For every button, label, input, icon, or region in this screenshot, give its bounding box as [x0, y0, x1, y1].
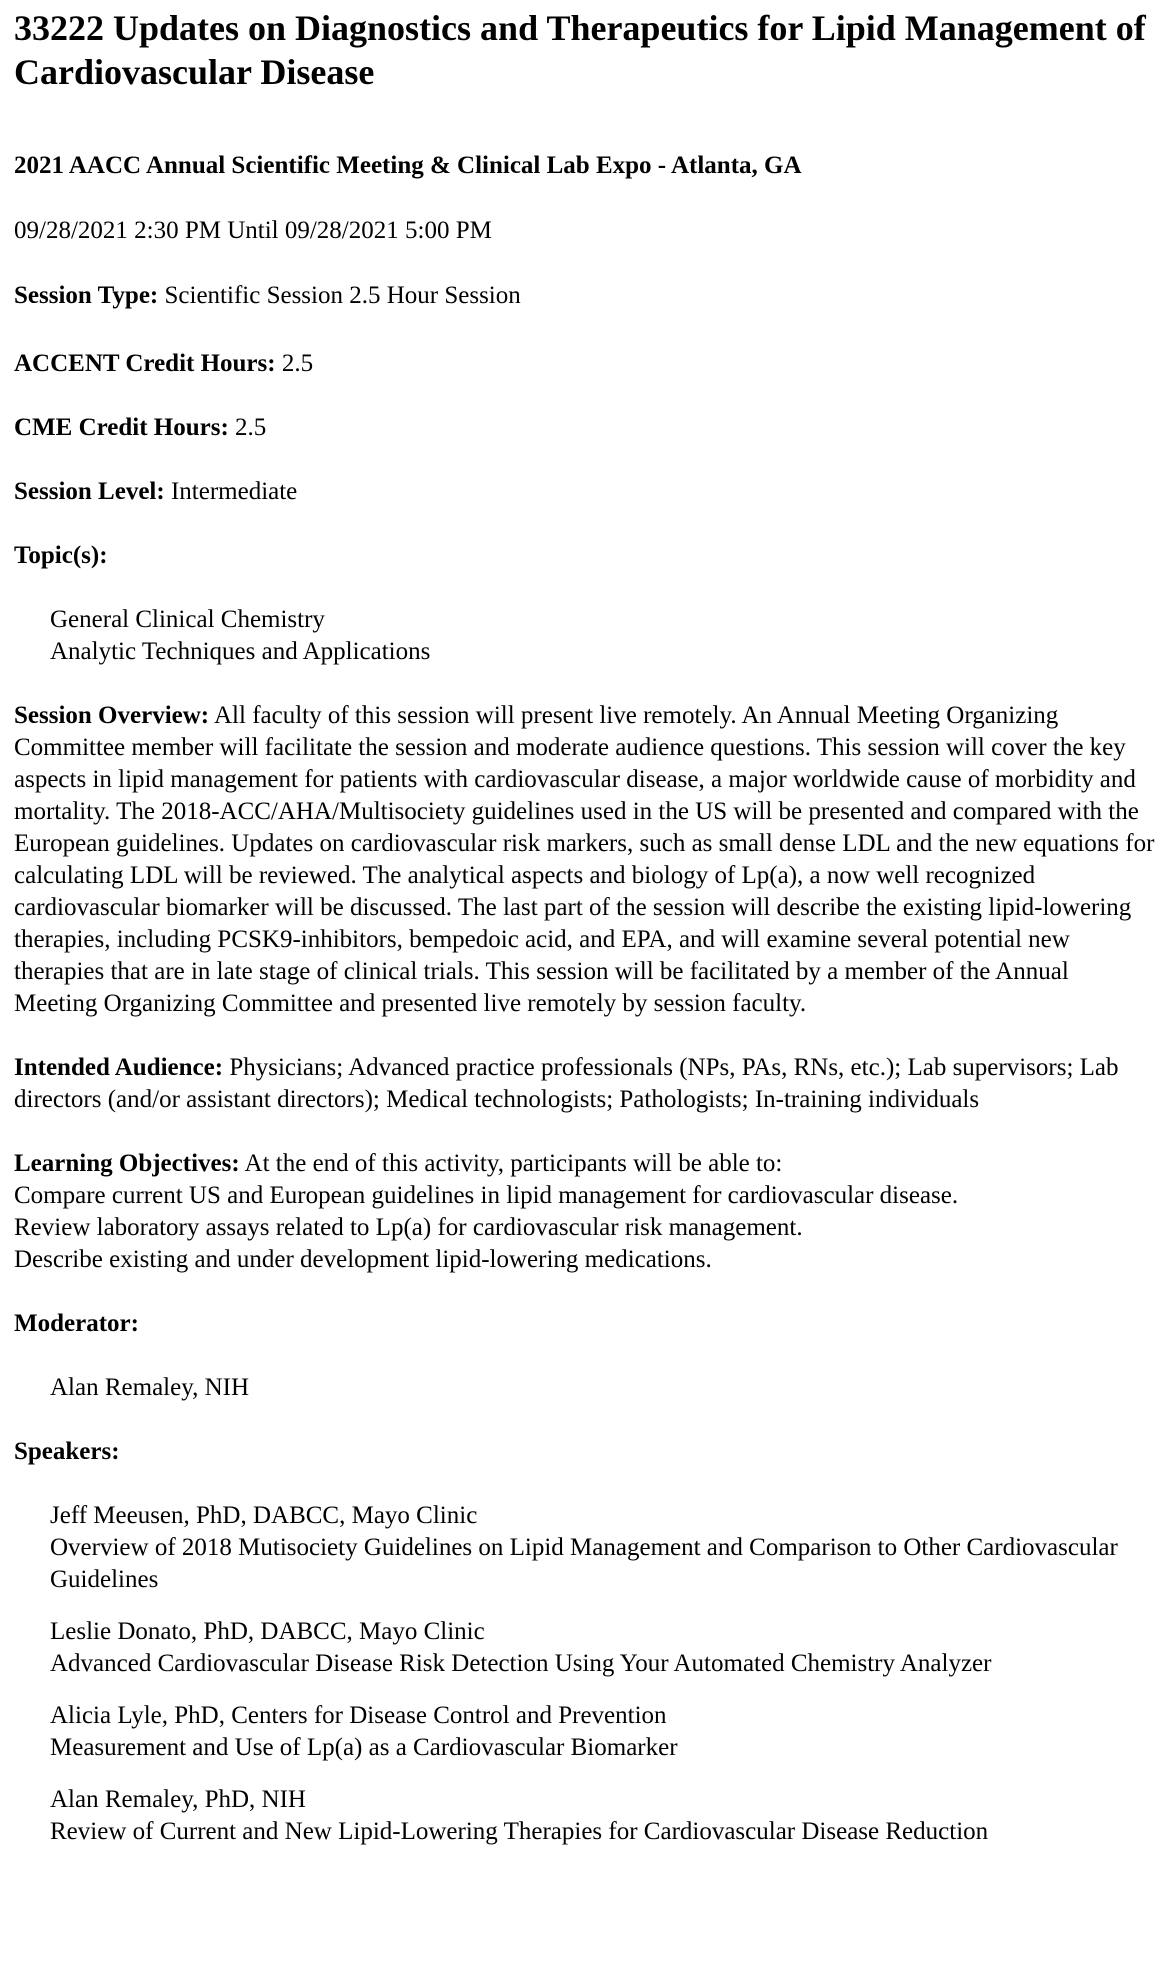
speaker-talk: Review of Current and New Lipid-Lowering Therapies for Cardiovascular Disease Reduction [50, 1818, 989, 1845]
intended-audience [14, 1052, 1156, 1116]
objectives-intro: At the end of this activity, participants will be able to: [244, 1150, 783, 1177]
topic-item: Analytic Techniques and Applications [50, 638, 431, 665]
session-level [14, 476, 1156, 508]
objective-item: Review laboratory assays related to Lp(a) for cardiovascular risk management. [14, 1214, 803, 1241]
session-overview [14, 700, 1156, 1020]
audience-label: Intended Audience: [14, 1054, 224, 1081]
speakers-label: Speakers: [14, 1438, 120, 1465]
speaker-name: Alicia Lyle, PhD, Centers for Disease Control and Prevention [50, 1702, 667, 1729]
session-type-value: Scientific Session 2.5 Hour Session [164, 282, 521, 309]
cme-credit-label: CME Credit Hours: [14, 414, 229, 441]
speaker-entry [50, 1784, 1156, 1848]
moderator-list [14, 1372, 1156, 1404]
moderator-label: Moderator: [14, 1310, 139, 1337]
speakers-list [14, 1500, 1156, 1848]
speaker-talk: Advanced Cardiovascular Disease Risk Detection Using Your Automated Chemistry Analyzer [50, 1650, 992, 1677]
cme-credit-value: 2.5 [235, 414, 267, 441]
objective-item: Describe existing and under development lipid-lowering medications. [14, 1246, 712, 1273]
speaker-entry [50, 1700, 1156, 1764]
cme-credit-hours [14, 412, 1156, 444]
topics-list [14, 604, 1156, 668]
speaker-entry [50, 1616, 1156, 1680]
speaker-talk: Measurement and Use of Lp(a) as a Cardiovascular Biomarker [50, 1734, 678, 1761]
topic-item: General Clinical Chemistry [50, 606, 325, 633]
topics-heading [14, 540, 1156, 572]
session-type [14, 280, 1156, 312]
moderator-name: Alan Remaley, NIH [50, 1374, 250, 1401]
overview-label: Session Overview: [14, 702, 210, 729]
accent-credit-label: ACCENT Credit Hours: [14, 350, 276, 377]
speaker-name: Jeff Meeusen, PhD, DABCC, Mayo Clinic [50, 1502, 478, 1529]
overview-text: All faculty of this session will present live remotely. An Annual Meeting Organizing Committee member will facilitate the session and moderate audience questions. This session will cover the key aspects in lipid management for patients with cardiovascular disease, a major worldwide cause of morbidity and mortality. The 2018-ACC/AHA/Multisociety guidelines used in the US will be presented and compared with the European guidelines. Updates on cardiovascular risk markers, such as small dense LDL and the new equations for calculating LDL will be reviewed. The analytical aspects and biology of Lp(a), a now well recognized cardiovascular biomarker will be discussed. The last part of the session will describe the existing lipid-lowering therapies, including PCSK9-inhibitors, bempedoic acid, and EPA, and will examine several potential new therapies that are in late stage of clinical trials. This session will be facilitated by a member of the Annual Meeting Organizing Committee and presented live remotely by session faculty. [14, 702, 1155, 1017]
topics-label: Topic(s): [14, 542, 108, 569]
objectives-label: Learning Objectives: [14, 1150, 240, 1177]
session-datetime: 09/28/2021 2:30 PM Until 09/28/2021 5:00 PM [14, 217, 492, 244]
speakers-heading [14, 1436, 1156, 1468]
session-type-label: Session Type: [14, 282, 159, 309]
learning-objectives [14, 1148, 1156, 1276]
audience-text: Physicians; Advanced practice professionals (NPs, PAs, RNs, etc.); Lab supervisors; Lab directors (and/or assistant directors); Medical technologists; Pathologists; In-training individuals [14, 1054, 1119, 1113]
objective-item: Compare current US and European guidelines in lipid management for cardiovascular disease. [14, 1182, 959, 1209]
page-title: 33222 Updates on Diagnostics and Therapeutics for Lipid Management of Cardiovascular Disease [14, 8, 1146, 92]
accent-credit-value: 2.5 [281, 350, 314, 377]
speaker-entry [50, 1500, 1156, 1596]
speaker-talk: Overview of 2018 Mutisociety Guidelines on Lipid Management and Comparison to Other Cardiovascular Guidelines [50, 1534, 1118, 1593]
accent-credit-hours [14, 348, 1156, 380]
speaker-name: Alan Remaley, PhD, NIH [50, 1786, 306, 1813]
session-level-label: Session Level: [14, 478, 165, 505]
conference-name: 2021 AACC Annual Scientific Meeting & Clinical Lab Expo - Atlanta, GA [14, 152, 802, 179]
speaker-name: Leslie Donato, PhD, DABCC, Mayo Clinic [50, 1618, 485, 1645]
session-level-value: Intermediate [170, 478, 298, 505]
moderator-heading [14, 1308, 1156, 1340]
